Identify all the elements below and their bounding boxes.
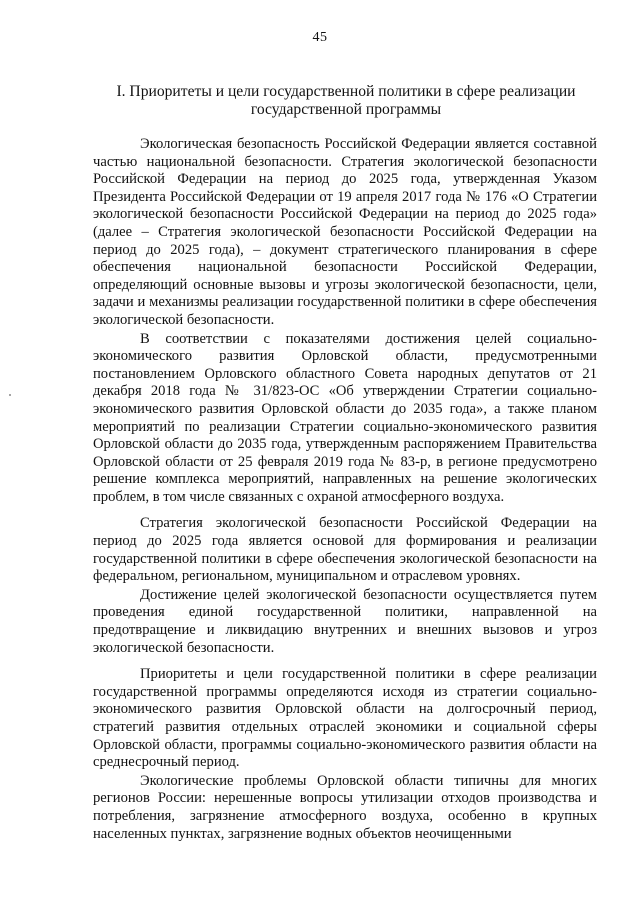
paragraph-6: Экологические проблемы Орловской области типичны для многих регионов России: нерешенные вопросы утилизации отходов производства и потребления, загрязнение атмосферного воздуха, особенно в крупных населенных пунктах, загрязнение водных объектов неочищенными [93,772,597,842]
paragraph-1: Экологическая безопасность Российской Федерации является составной частью национальной безопасности. Стратегия экологической безопасности Российской Федерации на период до 2025 года, утвержденная Указом Президента Российской Федерации от 19 апреля 2017 года № 176 «О Стратегии экологической безопасности Российской Федерации на период до 2025 года» (далее – Стратегия экологической безопасности Российской Федерации на период до 2025 года), – документ стратегического планирования в сфере обеспечения национальной безопасности Российской Федерации, определяющий основные вызовы и угрозы экологической безопасности, цели, задачи и механизмы реализации государственной политики в сфере обеспечения экологической безопасности. [93,136,597,328]
paragraph-4: Достижение целей экологической безопасности осуществляется путем проведения единой государственной политики, направленной на предотвращение и ликвидацию внутренних и внешних вызовов и угроз экологической безопасности. [93,586,597,656]
section-heading-line-2: государственной программы [250,101,442,118]
paragraph-5: Приоритеты и цели государственной политики в сфере реализации государственной программы определяются исходя из стратегии социально-экономического развития Орловской области на долгосрочный период, стратегий развития отдельных отраслей экономики и социальной сферы Орловской области, программы социально-экономического развития области на среднесрочный период. [93,666,597,771]
margin-dot [9,394,11,396]
page-number: 45 [312,30,328,45]
section-heading-line-1: I. Приоритеты и цели государственной политики в сфере реализации [116,83,576,100]
paragraph-2: В соответствии с показателями достижения целей социально-экономического развития Орловской области, предусмотренными постановлением Орловского областного Совета народных депутатов от 21 декабря 2018 года № 31/823-ОС «Об утверждении Стратегии социально-экономического развития Орловской области до 2035 года», а также планом мероприятий по реализации Стратегии социально-экономического развития Орловской области до 2035 года, утвержденным распоряжением Правительства Орловской области от 25 февраля 2019 года № 83-р, в регионе предусмотрено решение комплекса мероприятий, направленных на решение экологических проблем, в том числе связанных с охраной атмосферного воздуха. [93,330,597,505]
paragraph-3: Стратегия экологической безопасности Российской Федерации на период до 2025 года является основой для формирования и реализации государственной политики в сфере обеспечения экологической безопасности на федеральном, региональном, муниципальном и отраслевом уровнях. [93,515,597,585]
body-text [93,136,597,843]
section-heading [96,83,596,119]
